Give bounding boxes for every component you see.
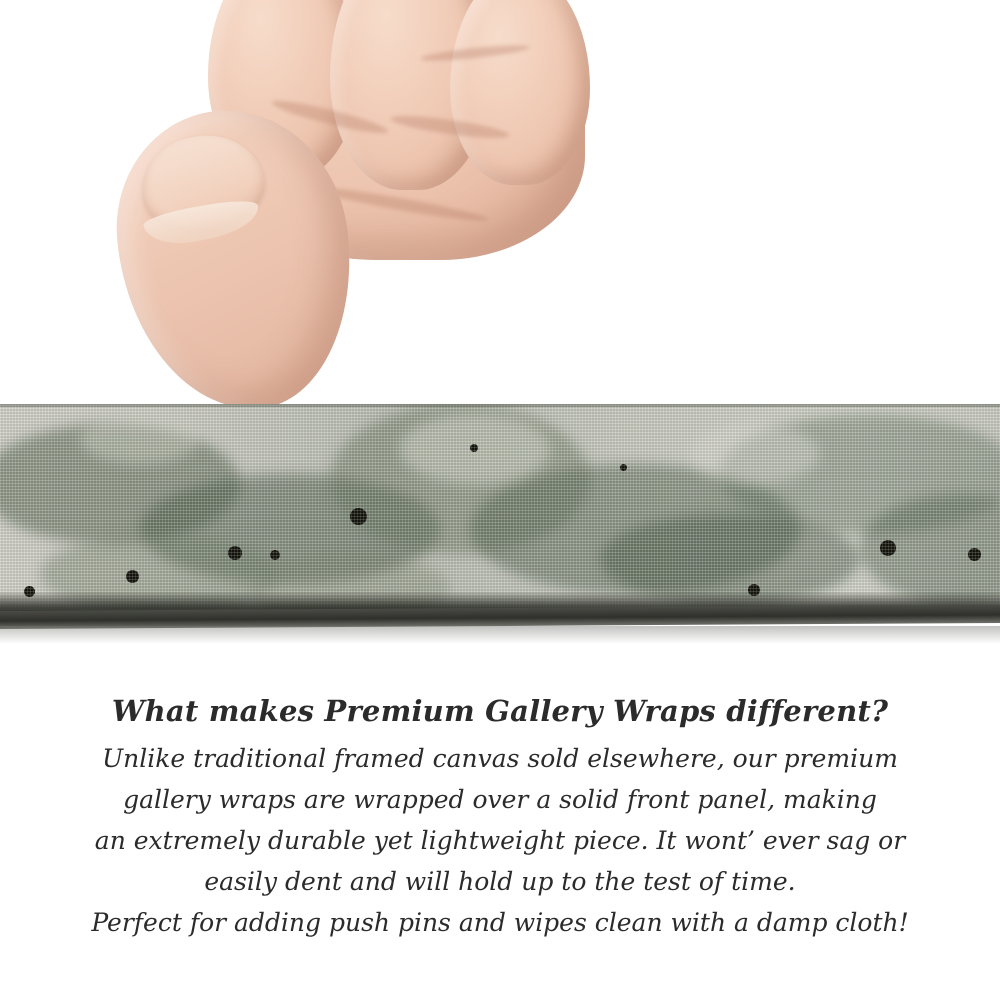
dark-speck bbox=[228, 546, 242, 560]
caption-line: Perfect for adding push pins and wipes clean with a damp cloth! bbox=[91, 908, 909, 937]
dark-speck bbox=[880, 540, 896, 556]
hand-illustration bbox=[120, 0, 590, 430]
canvas-top-edge bbox=[0, 404, 1000, 407]
dark-speck bbox=[350, 508, 367, 525]
caption-body bbox=[0, 738, 1000, 943]
paint-blotch bbox=[600, 514, 860, 604]
paint-highlight bbox=[690, 424, 820, 484]
caption-line: easily dent and will hold up to the test of time. bbox=[204, 867, 796, 896]
paint-highlight bbox=[80, 414, 200, 464]
caption-block bbox=[0, 690, 1000, 943]
dark-speck bbox=[470, 444, 478, 452]
finger-knuckle bbox=[450, 0, 590, 185]
dark-speck bbox=[270, 550, 280, 560]
dark-speck bbox=[968, 548, 981, 561]
caption-line: Unlike traditional framed canvas sold elsewhere, our premium bbox=[102, 744, 898, 773]
caption-line: gallery wraps are wrapped over a solid front panel, making bbox=[123, 785, 877, 814]
dark-speck bbox=[620, 464, 627, 471]
caption-line: an extremely durable yet lightweight piece. It wont’ ever sag or bbox=[94, 826, 906, 855]
canvas-edge-strip bbox=[0, 404, 1000, 616]
caption-heading: What makes Premium Gallery Wraps different? bbox=[111, 694, 889, 728]
canvas-drop-shadow bbox=[0, 626, 1000, 644]
dark-speck bbox=[126, 570, 139, 583]
